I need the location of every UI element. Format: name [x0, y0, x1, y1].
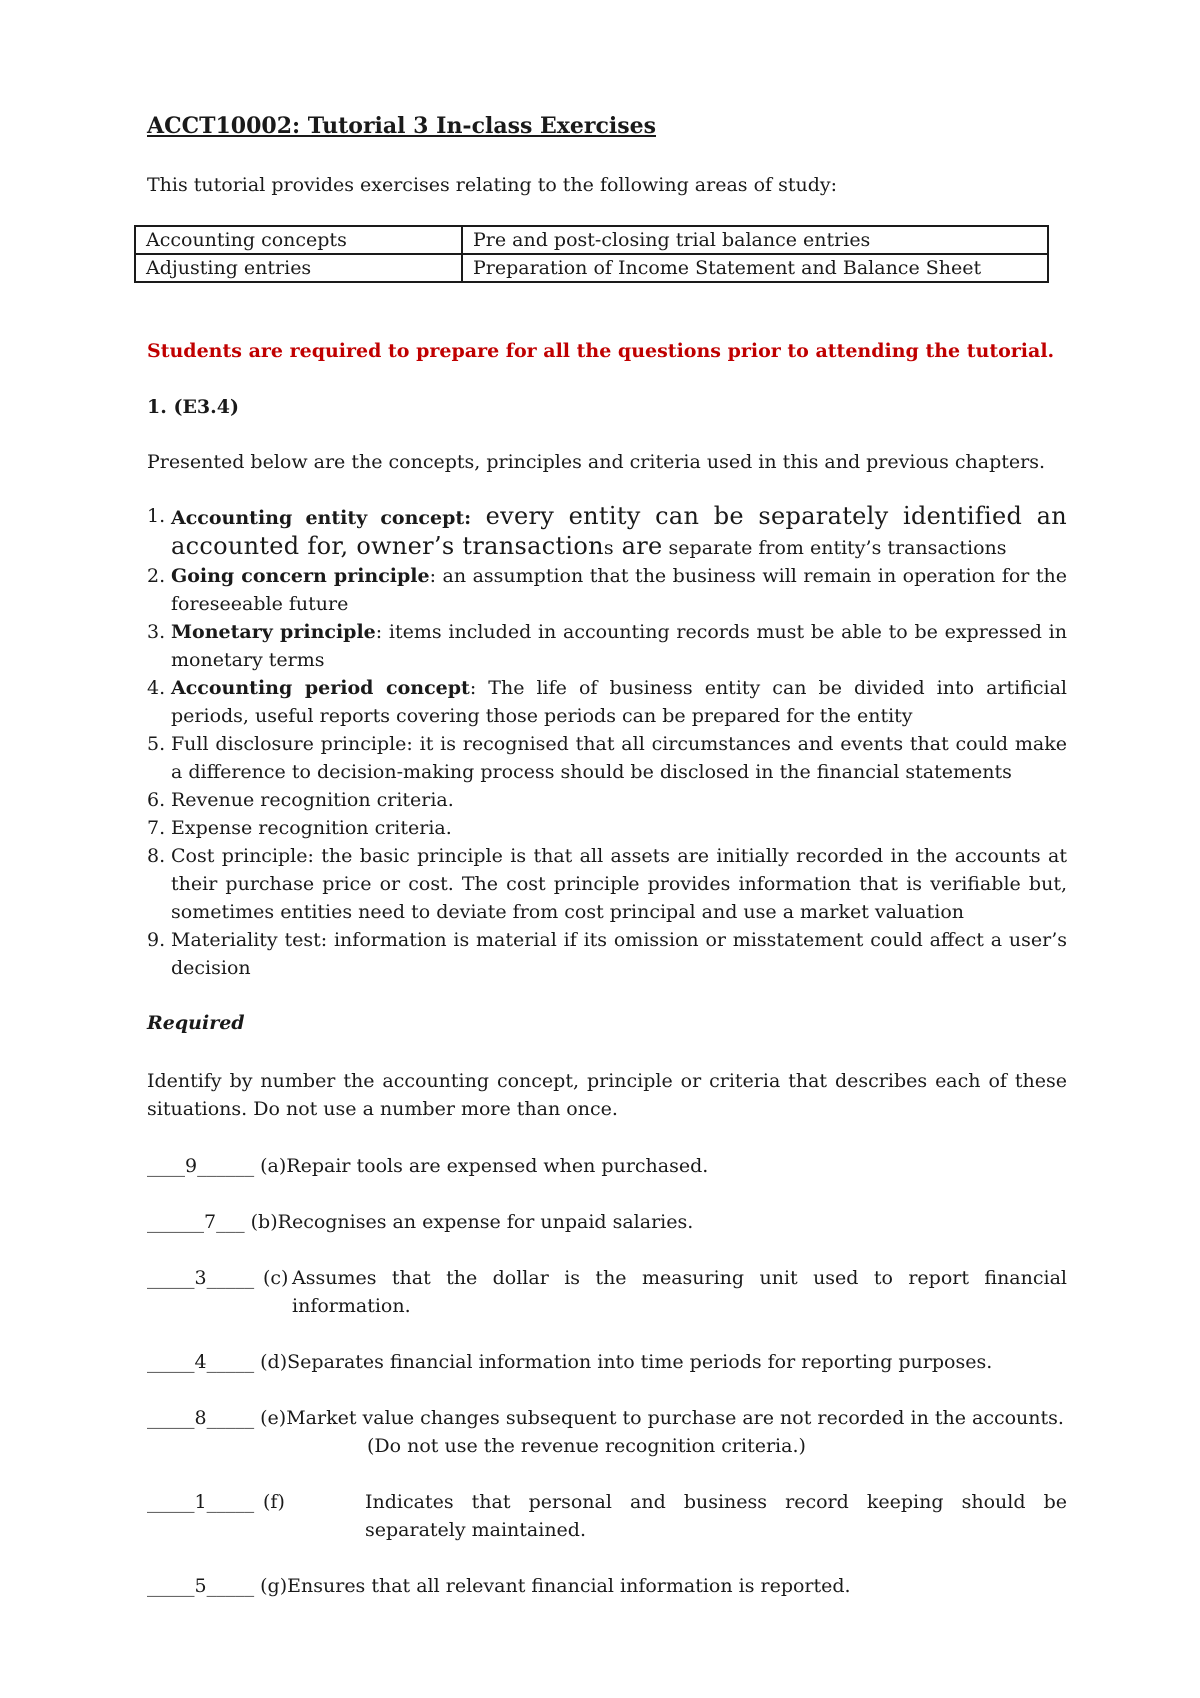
concept-name: Accounting entity concept:: [171, 507, 472, 529]
list-item: [147, 842, 1067, 926]
answer-row: [147, 1572, 1067, 1600]
answer-text: Separates financial information into time periods for reporting purposes.: [287, 1351, 993, 1373]
answer-text: Market value changes subsequent to purchase are not recorded in the accounts.: [286, 1407, 1064, 1429]
list-number: 3.: [147, 621, 166, 643]
intro-text: This tutorial provides exercises relating to the following areas of study:: [147, 174, 838, 196]
list-item: [147, 562, 1067, 618]
list-item: [147, 926, 1067, 982]
answer-blank: _____3_____: [147, 1267, 255, 1289]
answer-blank: _____4_____: [147, 1351, 255, 1373]
concept-desc: Revenue recognition criteria.: [171, 789, 454, 811]
table-row: [135, 254, 1048, 282]
presented-text: Presented below are the concepts, principles and criteria used in this and previous chapters.: [147, 451, 1046, 473]
question-heading: 1. (E3.4): [147, 396, 239, 418]
answer-letter: (b): [250, 1211, 278, 1233]
list-item: [147, 502, 1067, 562]
concept-desc: : an assumption that the business will remain in operation for the foreseeable future: [171, 565, 1067, 615]
required-heading: Required: [147, 1012, 245, 1034]
answer-letter: (c): [263, 1267, 289, 1289]
concept-desc: every entity can be separately identified an accounted for, owner’s transaction: [171, 502, 1067, 560]
answer-row: [147, 1152, 1067, 1180]
answer-note: (Do not use the revenue recognition criteria.): [367, 1435, 806, 1457]
concept-desc: are: [613, 532, 663, 560]
answer-text: Assumes that the dollar is the measuring unit used to report financial information.: [292, 1267, 1067, 1317]
list-number: 2.: [147, 565, 166, 587]
concept-desc: Expense recognition criteria.: [171, 817, 452, 839]
list-number: 1.: [147, 505, 166, 527]
concept-name: Accounting period concept: [171, 677, 470, 699]
concept-desc: : items included in accounting records must be able to be expressed in monetary terms: [171, 621, 1067, 671]
answer-blank: _____1_____: [147, 1491, 255, 1513]
answer-row: [147, 1348, 1067, 1376]
list-item: [147, 674, 1067, 730]
list-number: 6.: [147, 789, 166, 811]
preparation-notice: Students are required to prepare for all the questions prior to attending the tutorial.: [147, 340, 1055, 362]
list-number: 5.: [147, 733, 166, 755]
answer-letter: (a): [260, 1155, 287, 1177]
concept-desc: s: [603, 537, 614, 559]
answer-row: [147, 1208, 1067, 1236]
answer-letter: (f): [263, 1491, 285, 1513]
answer-letter: (d): [260, 1351, 288, 1373]
answer-text: Indicates that personal and business record keeping should be separately maintained.: [365, 1491, 1067, 1541]
answer-blank: _____5_____: [147, 1575, 255, 1597]
answer-text: Recognises an expense for unpaid salaries.: [277, 1211, 694, 1233]
concept-desc: Cost principle: the basic principle is that all assets are initially recorded in the accounts at their purchase price or cost. The cost principle provides information that is verifiable but, sometimes entities need to deviate from cost principal and use a market valuation: [171, 845, 1067, 923]
answer-letter: (g): [260, 1575, 288, 1597]
concepts-list: [147, 502, 1067, 982]
list-number: 9.: [147, 929, 166, 951]
concept-desc: Full disclosure principle: it is recognised that all circumstances and events that could make a difference to decision-making process should be disclosed in the financial statements: [171, 733, 1067, 783]
identify-instructions: Identify by number the accounting concept, principle or criteria that describes each of these situations. Do not use a number more than once.: [147, 1070, 1067, 1120]
table-cell: Accounting concepts: [135, 226, 462, 254]
concept-name: Monetary principle: [171, 621, 376, 643]
answer-row: [147, 1404, 1067, 1457]
list-item: [147, 730, 1067, 786]
list-number: 4.: [147, 677, 166, 699]
list-number: 8.: [147, 845, 166, 867]
study-areas-table: [134, 225, 1049, 283]
page-title: ACCT10002: Tutorial 3 In-class Exercises: [147, 113, 656, 139]
list-number: 7.: [147, 817, 166, 839]
concept-desc: : The life of business entity can be divided into artificial periods, useful reports covering those periods can be prepared for the entity: [171, 677, 1067, 727]
table-cell: Preparation of Income Statement and Balance Sheet: [462, 254, 1048, 282]
table-row: [135, 226, 1048, 254]
list-item: [147, 814, 1067, 842]
concept-desc: separate from entity’s transactions: [662, 537, 1007, 559]
table-cell: Pre and post-closing trial balance entries: [462, 226, 1048, 254]
list-item: [147, 618, 1067, 674]
answer-blank: ____9______: [147, 1155, 255, 1177]
concept-desc: Materiality test: information is material if its omission or misstatement could affect a user’s decision: [171, 929, 1067, 979]
list-item: [147, 786, 1067, 814]
answer-blank: ______7___: [147, 1211, 245, 1233]
answer-text: Ensures that all relevant financial information is reported.: [287, 1575, 851, 1597]
answer-text: Repair tools are expensed when purchased.: [286, 1155, 709, 1177]
answer-letter: (e): [260, 1407, 287, 1429]
answer-blank: _____8_____: [147, 1407, 255, 1429]
concept-name: Going concern principle: [171, 565, 430, 587]
table-cell: Adjusting entries: [135, 254, 462, 282]
